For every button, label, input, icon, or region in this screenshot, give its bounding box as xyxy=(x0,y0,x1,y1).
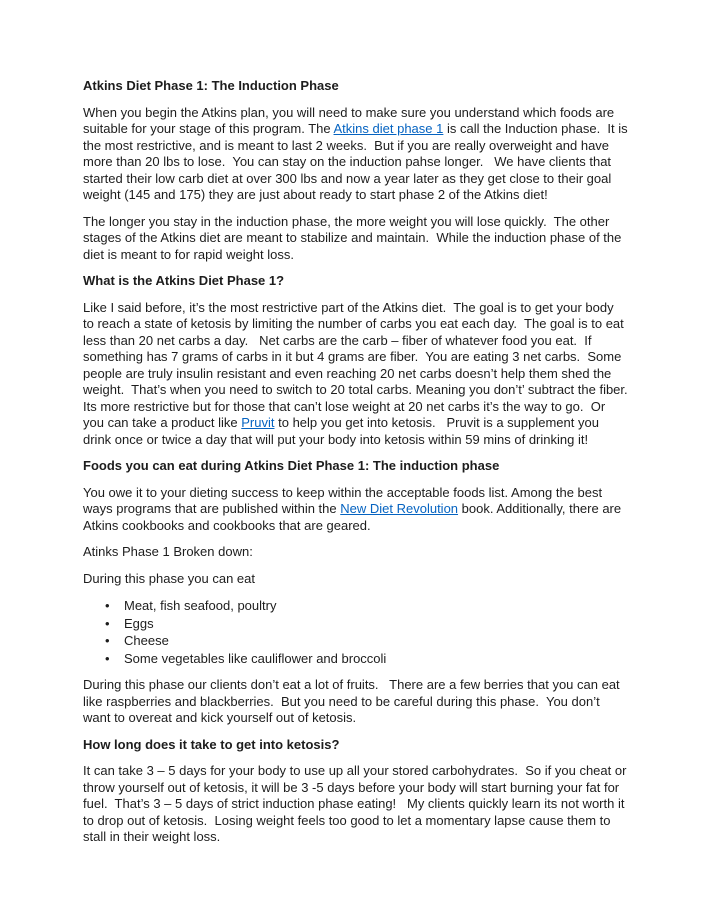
list-item-cheese: • Cheese xyxy=(83,632,628,650)
paragraph-what-is xyxy=(83,299,635,449)
paragraph-intro xyxy=(83,104,632,204)
list-item-eggs: • Eggs xyxy=(83,615,628,633)
list-item-meat: • Meat, fish seafood, poultry xyxy=(83,597,628,615)
paragraph-fruits: During this phase our clients don’t eat a lot of fruits. There are a few berries that you can eat like raspberries and blackberries. But you need to be careful during this phase. You don’t want to overeat and kick yourself out of ketosis. xyxy=(83,677,624,725)
link-pruvit[interactable]: Pruvit xyxy=(241,415,275,430)
paragraph-foods xyxy=(83,485,628,535)
food-list xyxy=(83,597,628,667)
heading-foods-you-can-eat: Foods you can eat during Atkins Diet Phase 1: The induction phase xyxy=(83,458,500,473)
link-atkins-diet-phase-1[interactable]: Atkins diet phase 1 xyxy=(333,121,444,136)
text-run: Like I said before, it’s the most restrictive part of the Atkins diet. The goal is to get your body to reach a state of ketosis by limiting the number of carbs you eat each day. The goal is to eat less than 20 net carbs a day. Net carbs are the carb – fiber of whatever food you eat. If something has 7 grams of carbs in it but 4 grams are fiber. You are eating 3 net carbs. Some people are truly insulin resistant and even reaching 20 net carbs doesn’t help them shed the weight. That’s when you need to switch to 20 total carbs. Meaning you don’t’ subtract the fiber. Its more restrictive but for those that can’t lose weight at 20 net carbs it’s the way to go. Or you can take a product like xyxy=(83,299,635,430)
list-item-vegetables: • Some vegetables like cauliflower and broccoli xyxy=(83,650,628,668)
heading-main: Atkins Diet Phase 1: The Induction Phase xyxy=(83,78,339,93)
text-run: When you begin the Atkins plan, you will need to make sure you understand which foods are suitable for your stage of this program. The xyxy=(83,104,618,136)
paragraph-longer-stay: The longer you stay in the induction phase, the more weight you will lose quickly. The other stages of the Atkins diet are meant to stabilize and maintain. While the induction phase of the diet is meant to for rapid weight loss. xyxy=(83,213,626,262)
link-new-diet-revolution[interactable]: New Diet Revolution xyxy=(340,501,459,516)
paragraph-can-eat: During this phase you can eat xyxy=(83,570,255,586)
text-run: to help you get into ketosis. Pruvit is a supplement you drink once or twice a day that will put your body into ketosis within 59 mins of drinking it! xyxy=(83,415,603,447)
text-run: is call the Induction phase. It is the most restrictive, and is meant to last 2 weeks. But if you are really overweight and have more than 20 lbs to lose. You can stay on the induction pahse longer. We have clients that started their low carb diet at over 300 lbs and now a year later as they get close to their goal weight (145 and 175) they are just about ready to start phase 2 of the Atkins diet! xyxy=(83,121,632,202)
paragraph-broken-down: Atinks Phase 1 Broken down: xyxy=(83,544,253,559)
heading-how-long-ketosis: How long does it take to get into ketosis? xyxy=(83,736,340,752)
text-run: You owe it to your dieting success to keep within the acceptable foods list. Among the best ways programs that are published within the xyxy=(83,484,606,516)
document-content xyxy=(83,78,635,856)
paragraph-ketosis: It can take 3 – 5 days for your body to use up all your stored carbohydrates. So if you cheat or throw yourself out of ketosis, it will be 3 -5 days before your body will start burning your fat for fuel. That’s 3 – 5 days of strict induction phase eating! My clients quickly learn its not worth it to drop out of ketosis. Losing weight feels too good to let a momentary lapse cause them to stall in their weight loss. xyxy=(83,763,631,844)
text-run: book. Additionally, there are Atkins cookbooks and cookbooks that are geared. xyxy=(83,501,625,533)
heading-what-is-phase-1: What is the Atkins Diet Phase 1? xyxy=(83,273,285,288)
